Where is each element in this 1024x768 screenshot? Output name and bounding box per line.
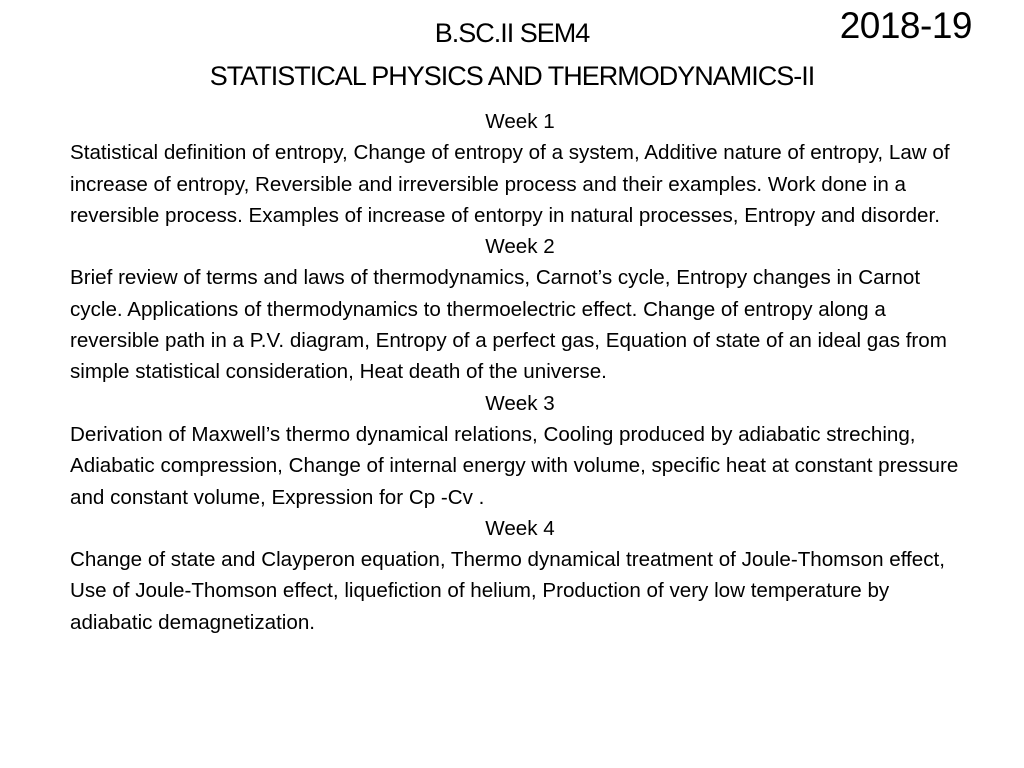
week-3-heading: Week 3: [485, 391, 555, 415]
week-1-heading: Week 1: [485, 110, 555, 133]
academic-year: 2018-19: [839, 5, 972, 46]
course-code-title: B.SC.II SEM4: [434, 18, 590, 48]
course-name-title: STATISTICAL PHYSICS AND THERMODYNAMICS-II: [209, 61, 815, 91]
week-1-topics: Statistical definition of entropy, Change of entropy of a system, Additive nature of entropy, Law of increase of entropy, Reversible and irreversible process and their examples. Work done in a reversible process. Examples of increase of entorpy in natural processes, Entropy and disorder.: [70, 141, 950, 227]
week-4-topics: Change of state and Clayperon equation, Thermo dynamical treatment of Joule-Thomson effect, Use of Joule-Thomson effect, liquefiction of helium, Production of very low temperature by adiabatic demagnetization.: [70, 548, 945, 634]
syllabus-content: [70, 106, 970, 638]
week-2-topics: Brief review of terms and laws of thermodynamics, Carnot’s cycle, Entropy changes in Carnot cycle. Applications of thermodynamics to thermoelectric effect. Change of entropy along a reversible path in a P.V. diagram, Entropy of a perfect gas, Equation of state of an ideal gas from simple statistical consideration, Heat death of the universe.: [70, 266, 947, 384]
week-3-topics: Derivation of Maxwell’s thermo dynamical relations, Cooling produced by adiabatic streching, Adiabatic compression, Change of internal energy with volume, specific heat at constant pressure and constant volume, Expression for Cp -Cv .: [70, 422, 959, 509]
week-2-heading: Week 2: [485, 235, 555, 259]
week-4-heading: Week 4: [485, 516, 555, 540]
